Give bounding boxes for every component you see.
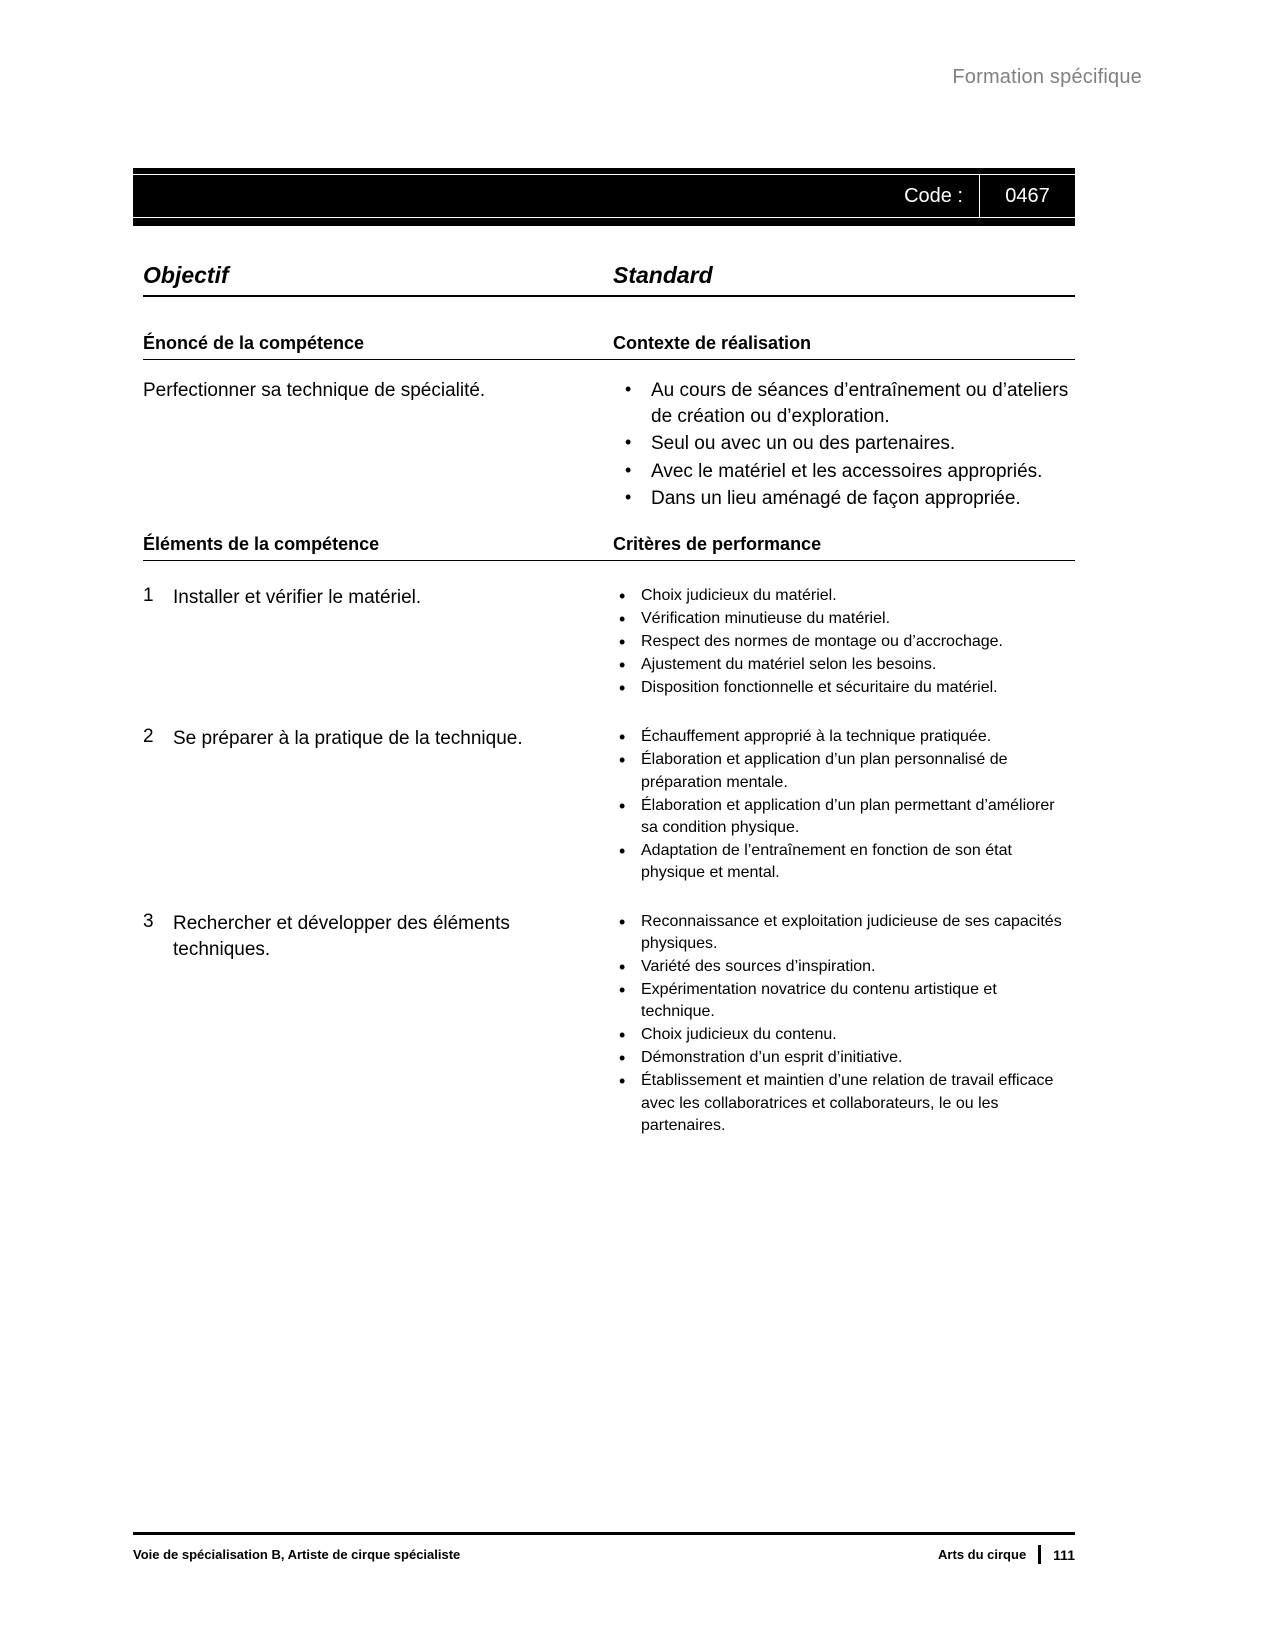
list-item: • Au cours de séances d’entraînement ou d’ateliers de création ou d’exploration. xyxy=(613,378,1075,430)
element-number: 3 xyxy=(143,910,154,932)
list-item: • Adaptation de l’entraînement en fonction de son état physique et mental. xyxy=(613,840,1075,884)
list-item: • Disposition fonctionnelle et sécuritaire du matériel. xyxy=(613,677,1075,699)
list-item: • Respect des normes de montage ou d’accrochage. xyxy=(613,631,1075,653)
code-label: Code : xyxy=(904,184,963,207)
element-label: Installer et vérifier le matériel. xyxy=(173,587,422,608)
section-elements xyxy=(143,534,1075,1138)
section-elements-heads xyxy=(143,534,1075,561)
element-number: 2 xyxy=(143,726,154,748)
footer-row xyxy=(133,1545,1075,1564)
section-competence-body xyxy=(143,378,1075,513)
column-title-objectif: Objectif xyxy=(143,262,229,288)
element-number: 1 xyxy=(143,585,154,606)
criteria-cell xyxy=(613,911,1075,1138)
list-item: • Établissement et maintien d’une relation de travail efficace avec les collaboratrices et collaborateurs, le ou les partenaires. xyxy=(613,1070,1075,1136)
code-value: 0467 xyxy=(979,174,1075,218)
list-item: • Choix judicieux du matériel. xyxy=(613,585,1075,607)
heading-enonce-competence: Énoncé de la compétence xyxy=(143,333,365,353)
list-item: • Avec le matériel et les accessoires appropriés. xyxy=(613,459,1075,485)
element-label: Rechercher et développer des éléments techniques. xyxy=(173,912,510,960)
contexte-bullets xyxy=(613,378,1075,512)
code-banner xyxy=(133,168,1075,226)
column-titles xyxy=(143,262,1075,297)
contexte-list xyxy=(613,378,1075,513)
list-item: • Ajustement du matériel selon les besoins. xyxy=(613,654,1075,676)
element-entry xyxy=(143,911,613,962)
list-item: • Démonstration d’un esprit d’initiative. xyxy=(613,1047,1075,1069)
list-item: • Seul ou avec un ou des partenaires. xyxy=(613,431,1075,457)
list-item: • Reconnaissance et exploitation judicieuse de ses capacités physiques. xyxy=(613,911,1075,955)
criteria-cell xyxy=(613,726,1075,885)
list-item: • Vérification minutieuse du matériel. xyxy=(613,608,1075,630)
table-row xyxy=(143,585,1075,700)
footer-divider xyxy=(133,1532,1075,1535)
element-cell xyxy=(143,726,613,774)
footer-left-text: Voie de spécialisation B, Artiste de cirque spécialiste xyxy=(133,1547,461,1562)
table-row xyxy=(143,726,1075,885)
column-title-standard: Standard xyxy=(613,262,713,288)
footer-program: Arts du cirque xyxy=(938,1547,1027,1562)
running-head: Formation spécifique xyxy=(952,66,1142,88)
heading-criteres-performance: Critères de performance xyxy=(613,534,822,554)
table-row xyxy=(143,911,1075,1138)
section-competence-heads xyxy=(143,333,1075,360)
element-cell xyxy=(143,585,613,633)
criteria-bullets xyxy=(613,726,1075,884)
code-banner-inner xyxy=(133,174,1075,218)
element-entry xyxy=(143,726,613,752)
list-item: • Élaboration et application d’un plan permettant d’améliorer sa condition physique. xyxy=(613,795,1075,839)
list-item: • Choix judicieux du contenu. xyxy=(613,1024,1075,1046)
list-item: • Élaboration et application d’un plan personnalisé de préparation mentale. xyxy=(613,749,1075,793)
list-item: • Expérimentation novatrice du contenu artistique et technique. xyxy=(613,979,1075,1023)
list-item: • Dans un lieu aménagé de façon appropriée. xyxy=(613,486,1075,512)
page-footer xyxy=(133,1532,1075,1564)
footer-right xyxy=(938,1545,1075,1564)
list-item: • Échauffement approprié à la technique pratiquée. xyxy=(613,726,1075,748)
competence-statement: Perfectionner sa technique de spécialité. xyxy=(143,380,486,401)
criteria-bullets xyxy=(613,585,1075,699)
heading-elements-competence: Éléments de la compétence xyxy=(143,534,380,554)
criteria-cell xyxy=(613,585,1075,700)
element-cell xyxy=(143,911,613,984)
criteria-bullets xyxy=(613,911,1075,1137)
section-competence xyxy=(143,333,1075,513)
heading-contexte-realisation: Contexte de réalisation xyxy=(613,333,812,353)
list-item: • Variété des sources d’inspiration. xyxy=(613,956,1075,978)
footer-separator xyxy=(1038,1545,1041,1564)
element-label: Se préparer à la pratique de la technique. xyxy=(173,728,523,750)
page-number: 111 xyxy=(1053,1546,1075,1563)
element-entry xyxy=(143,585,613,611)
